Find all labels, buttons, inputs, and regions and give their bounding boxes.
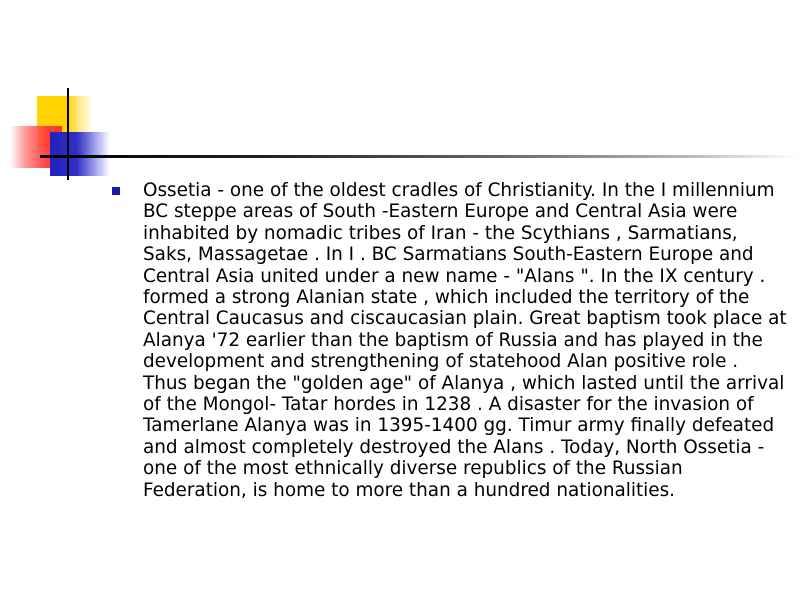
title-divider-line <box>40 155 800 158</box>
bullet-text: Ossetia - one of the oldest cradles of Christianity. In the I millennium BC steppe areas of South -Eastern Europe and Central Asia were inhabited by nomadic tribes of Iran - the Scythians , Sarmatians, Saks, Massagetae . In I . BC Sarmatians South-Eastern Europe and Central Asia united under a new name - "Alans ". In the IX century . formed a strong Alanian state , which included the territory of the Central Caucasus and ciscaucasian plain. Great baptism took place at Alanya '72 earlier than the baptism of Russia and has played in the development and strengthening of statehood Alan positive role . Thus began the "golden age" of Alanya , which lasted until the arrival of the Mongol- Tatar hordes in 1238 . A disaster for the invasion of Tamerlane Alanya was in 1395-1400 gg. Timur army finally defeated and almost completely destroyed the Alans . Today, North Ossetia - one of the most ethnically diverse republics of the Russian Federation, is home to more than a hundred nationalities. <box>143 180 787 501</box>
ornament-blue-square <box>50 132 110 176</box>
ornament-vertical-line <box>67 88 69 180</box>
bullet-item <box>112 180 787 501</box>
slide-body <box>112 180 787 501</box>
square-bullet-icon <box>112 187 120 195</box>
